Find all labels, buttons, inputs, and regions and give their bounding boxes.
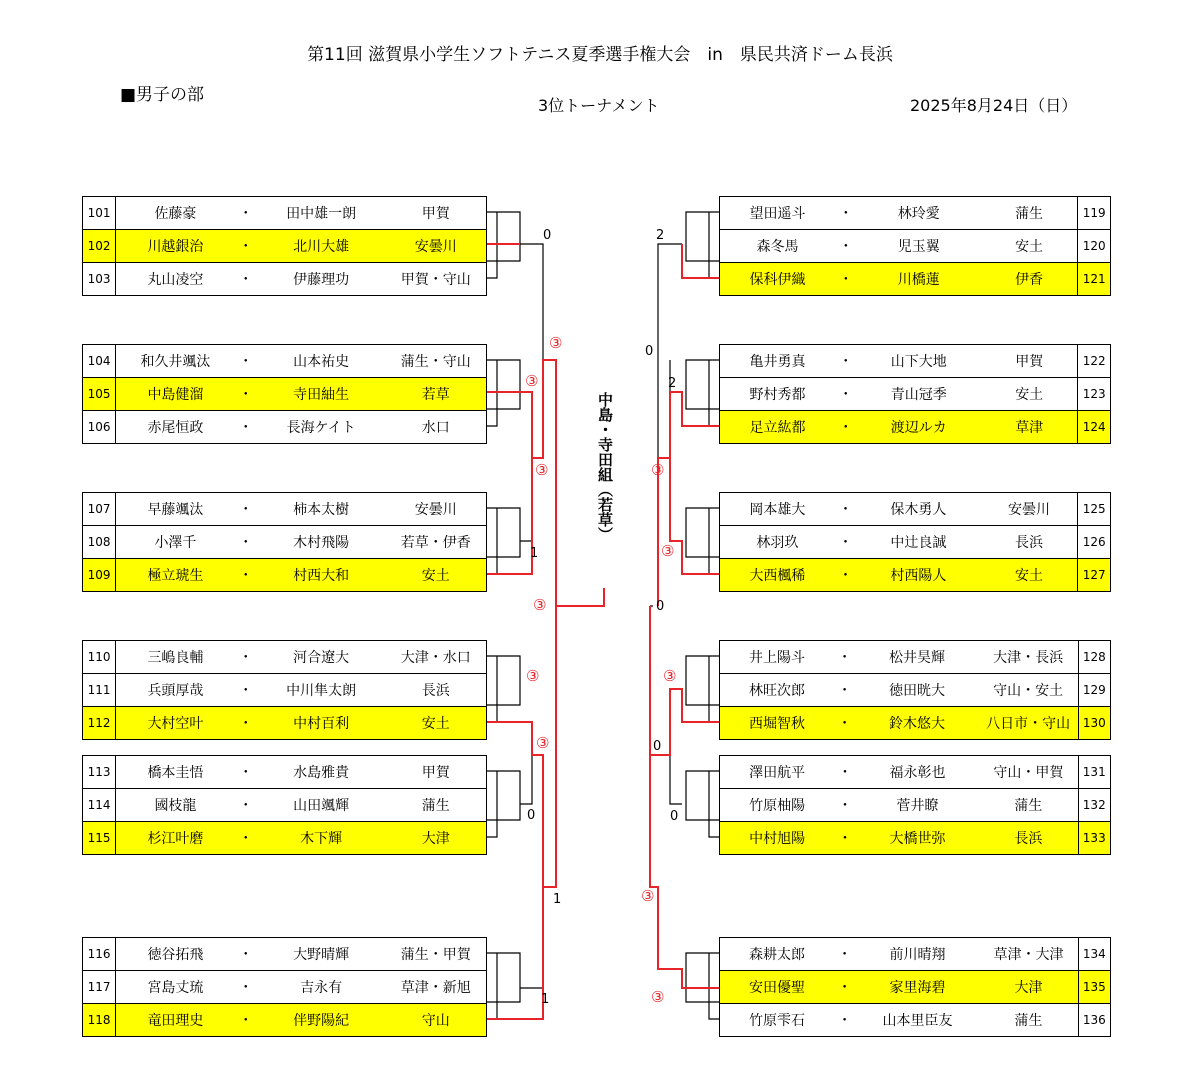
score-label: 1 <box>541 992 550 1007</box>
team-number: 117 <box>83 971 116 1004</box>
player-one: 極立琥生 <box>116 559 235 592</box>
team-club: 安曇川 <box>981 493 1078 526</box>
team-club: 守山 <box>385 1004 486 1037</box>
player-two: 柿本太樹 <box>257 493 386 526</box>
team-number: 116 <box>83 938 116 971</box>
player-two: 家里海碧 <box>855 971 979 1004</box>
tournament-title: 第11回 滋賀県小学生ソフトテニス夏季選手権大会 in 県民共済ドーム長浜 <box>307 45 893 65</box>
team-club: 蒲生 <box>981 197 1078 230</box>
team-number: 123 <box>1078 378 1111 411</box>
player-two: 福永彰也 <box>856 756 980 789</box>
circle-3-mark: ③ <box>525 372 539 390</box>
team-number: 121 <box>1078 263 1111 296</box>
team-club: 大津 <box>385 822 486 855</box>
team-number: 118 <box>83 1004 116 1037</box>
team-number: 102 <box>83 230 116 263</box>
dot-separator: ・ <box>835 230 857 263</box>
dot-separator: ・ <box>235 411 257 444</box>
team-club: 守山・安土 <box>979 674 1078 707</box>
player-one: 林羽玖 <box>720 526 835 559</box>
score-label: 0 <box>527 808 536 823</box>
team-club: 甲賀 <box>385 197 486 230</box>
score-label: 0 <box>645 344 654 359</box>
team-number: 113 <box>83 756 116 789</box>
winner-label: 中島・寺田組（若草） <box>596 392 614 542</box>
score-label: 0 <box>543 228 552 243</box>
team-club: 若草・伊香 <box>385 526 486 559</box>
team-number: 109 <box>83 559 116 592</box>
player-one: 兵頭厚哉 <box>116 674 235 707</box>
team-club: 蒲生 <box>979 789 1078 822</box>
team-number: 107 <box>83 493 116 526</box>
team-club: 安土 <box>385 559 486 592</box>
player-one: 國枝龍 <box>116 789 235 822</box>
dot-separator: ・ <box>835 493 857 526</box>
player-one: 野村秀都 <box>720 378 835 411</box>
circle-3-mark: ③ <box>651 461 665 479</box>
player-one: 中島健溜 <box>116 378 235 411</box>
bracket-red-lines <box>487 244 719 1019</box>
dot-separator: ・ <box>835 263 857 296</box>
dot-separator: ・ <box>235 493 257 526</box>
circle-3-mark: ③ <box>663 667 677 685</box>
team-number: 125 <box>1078 493 1111 526</box>
circle-3-mark: ③ <box>641 887 655 905</box>
team-club: 甲賀・守山 <box>385 263 486 296</box>
team-number: 106 <box>83 411 116 444</box>
dot-separator: ・ <box>235 756 257 789</box>
dot-separator: ・ <box>235 559 257 592</box>
team-number: 108 <box>83 526 116 559</box>
team-number: 112 <box>83 707 116 740</box>
score-label: 0 <box>653 739 662 754</box>
player-two: 中村百利 <box>257 707 386 740</box>
team-club: 若草 <box>385 378 486 411</box>
player-one: 西堀智秋 <box>720 707 834 740</box>
dot-separator: ・ <box>834 971 855 1004</box>
team-club: 甲賀 <box>981 345 1078 378</box>
player-two: 大野晴輝 <box>257 938 386 971</box>
player-one: 林旺次郎 <box>720 674 834 707</box>
player-two: 木村飛陽 <box>257 526 386 559</box>
player-one: 大西楓稀 <box>720 559 835 592</box>
dot-separator: ・ <box>235 707 257 740</box>
team-club: 草津・新旭 <box>385 971 486 1004</box>
player-two: 河合遼大 <box>257 641 386 674</box>
dot-separator: ・ <box>834 1004 855 1037</box>
player-one: 三嶋良輔 <box>116 641 235 674</box>
player-one: 中村旭陽 <box>720 822 835 855</box>
player-two: 菅井瞭 <box>856 789 980 822</box>
dot-separator: ・ <box>835 197 857 230</box>
dot-separator: ・ <box>835 345 857 378</box>
team-number: 103 <box>83 263 116 296</box>
circle-3-mark: ③ <box>535 461 549 479</box>
dot-separator: ・ <box>834 789 856 822</box>
dot-separator: ・ <box>235 1004 257 1037</box>
score-label: 0 <box>656 599 665 614</box>
team-number: 115 <box>83 822 116 855</box>
player-one: 橋本圭悟 <box>116 756 235 789</box>
team-number: 111 <box>83 674 116 707</box>
player-one: 杉江叶磨 <box>116 822 235 855</box>
team-number: 105 <box>83 378 116 411</box>
team-club: 大津 <box>980 971 1079 1004</box>
event-date: 2025年8月24日（日） <box>910 96 1078 115</box>
player-one: 岡本雄大 <box>720 493 835 526</box>
dot-separator: ・ <box>235 526 257 559</box>
team-club: 安土 <box>981 559 1078 592</box>
team-number: 127 <box>1078 559 1111 592</box>
player-two: 児玉翼 <box>857 230 981 263</box>
player-one: 和久井颯汰 <box>116 345 235 378</box>
circle-3-mark: ③ <box>549 334 563 352</box>
dot-separator: ・ <box>835 411 857 444</box>
team-number: 136 <box>1078 1004 1110 1037</box>
player-one: 徳谷拓飛 <box>116 938 235 971</box>
circle-3-mark: ③ <box>526 667 540 685</box>
player-two: 村西陽人 <box>856 559 980 592</box>
team-number: 126 <box>1078 526 1111 559</box>
dot-separator: ・ <box>235 230 257 263</box>
player-two: 渡辺ルカ <box>857 411 981 444</box>
player-one: 森冬馬 <box>720 230 836 263</box>
team-club: 安曇川 <box>385 493 486 526</box>
circle-3-mark: ③ <box>536 734 550 752</box>
team-number: 122 <box>1078 345 1111 378</box>
player-one: 竜田理史 <box>116 1004 235 1037</box>
team-club: 安土 <box>981 230 1078 263</box>
player-two: 大橋世弥 <box>856 822 980 855</box>
team-club: 蒲生・甲賀 <box>385 938 486 971</box>
player-one: 赤尾恒政 <box>116 411 235 444</box>
player-two: 木下輝 <box>257 822 386 855</box>
dot-separator: ・ <box>235 345 257 378</box>
player-two: 林玲愛 <box>857 197 981 230</box>
player-two: 山本祐史 <box>257 345 386 378</box>
dot-separator: ・ <box>235 789 257 822</box>
team-club: 安土 <box>385 707 486 740</box>
dot-separator: ・ <box>235 263 257 296</box>
dot-separator: ・ <box>835 378 857 411</box>
player-two: 川橋蓮 <box>857 263 981 296</box>
player-two: 徳田晄大 <box>855 674 978 707</box>
player-two: 青山冠季 <box>857 378 981 411</box>
player-two: 伴野陽紀 <box>257 1004 386 1037</box>
team-number: 130 <box>1078 707 1110 740</box>
player-two: 北川大雄 <box>257 230 386 263</box>
player-two: 伊藤理功 <box>257 263 386 296</box>
player-two: 中辻良誠 <box>856 526 980 559</box>
player-two: 松井昊輝 <box>855 641 978 674</box>
score-label: 2 <box>656 228 665 243</box>
circle-3-mark: ③ <box>533 596 547 614</box>
score-label: 1 <box>553 892 562 907</box>
dot-separator: ・ <box>835 559 857 592</box>
dot-separator: ・ <box>834 674 855 707</box>
bracket-black-lines <box>487 212 719 1019</box>
dot-separator: ・ <box>835 526 857 559</box>
dot-separator: ・ <box>834 822 856 855</box>
player-two: 山下大地 <box>857 345 981 378</box>
dot-separator: ・ <box>235 674 257 707</box>
player-one: 安田優聖 <box>720 971 834 1004</box>
player-one: 佐藤豪 <box>116 197 235 230</box>
score-label: 2 <box>668 376 677 391</box>
player-one: 早藤颯汰 <box>116 493 235 526</box>
team-club: 伊香 <box>981 263 1078 296</box>
player-two: 寺田紬生 <box>257 378 386 411</box>
score-label: 0 <box>670 809 679 824</box>
dot-separator: ・ <box>235 378 257 411</box>
team-club: 大津・水口 <box>385 641 486 674</box>
dot-separator: ・ <box>834 707 855 740</box>
team-number: 110 <box>83 641 116 674</box>
team-club: 安曇川 <box>385 230 486 263</box>
player-one: 森耕太郎 <box>720 938 834 971</box>
player-two: 山本里臣友 <box>855 1004 979 1037</box>
player-one: 小澤千 <box>116 526 235 559</box>
team-club: 大津・長浜 <box>979 641 1078 674</box>
team-club: 草津・大津 <box>980 938 1079 971</box>
player-two: 長海ケイト <box>257 411 386 444</box>
player-one: 宮島丈琉 <box>116 971 235 1004</box>
team-club: 蒲生 <box>385 789 486 822</box>
player-one: 望田遥斗 <box>720 197 836 230</box>
score-label: 1 <box>530 546 539 561</box>
player-one: 澤田航平 <box>720 756 835 789</box>
player-two: 水島雅貴 <box>257 756 386 789</box>
team-club: 蒲生・守山 <box>385 345 486 378</box>
player-one: 大村空叶 <box>116 707 235 740</box>
dot-separator: ・ <box>235 197 257 230</box>
team-club: 長浜 <box>385 674 486 707</box>
player-one: 保科伊織 <box>720 263 836 296</box>
team-club: 蒲生 <box>980 1004 1079 1037</box>
dot-separator: ・ <box>834 756 856 789</box>
dot-separator: ・ <box>235 822 257 855</box>
player-two: 鈴木悠大 <box>855 707 978 740</box>
team-club: 甲賀 <box>385 756 486 789</box>
dot-separator: ・ <box>235 938 257 971</box>
team-number: 131 <box>1078 756 1110 789</box>
player-one: 足立紘都 <box>720 411 835 444</box>
team-number: 135 <box>1078 971 1110 1004</box>
team-number: 132 <box>1078 789 1110 822</box>
player-two: 前川晴翔 <box>855 938 979 971</box>
division-label: ■男子の部 <box>120 85 205 105</box>
team-club: 長浜 <box>981 526 1078 559</box>
team-club: 水口 <box>385 411 486 444</box>
team-club: 安土 <box>981 378 1078 411</box>
team-number: 101 <box>83 197 116 230</box>
team-number: 104 <box>83 345 116 378</box>
player-two: 吉永有 <box>257 971 386 1004</box>
team-number: 128 <box>1078 641 1110 674</box>
player-two: 山田颯輝 <box>257 789 386 822</box>
team-club: 八日市・守山 <box>979 707 1078 740</box>
team-club: 守山・甲賀 <box>979 756 1078 789</box>
dot-separator: ・ <box>235 971 257 1004</box>
team-number: 129 <box>1078 674 1110 707</box>
player-one: 井上陽斗 <box>720 641 834 674</box>
bracket-subtitle: 3位トーナメント <box>538 96 660 115</box>
player-two: 村西大和 <box>257 559 386 592</box>
team-number: 114 <box>83 789 116 822</box>
player-one: 亀井勇真 <box>720 345 835 378</box>
dot-separator: ・ <box>235 641 257 674</box>
player-two: 保木勇人 <box>856 493 980 526</box>
circle-3-mark: ③ <box>651 988 665 1006</box>
team-number: 133 <box>1078 822 1110 855</box>
team-club: 長浜 <box>979 822 1078 855</box>
dot-separator: ・ <box>834 938 855 971</box>
player-one: 竹原柚陽 <box>720 789 835 822</box>
team-number: 124 <box>1078 411 1111 444</box>
dot-separator: ・ <box>834 641 855 674</box>
team-number: 119 <box>1078 197 1111 230</box>
player-one: 竹原雫石 <box>720 1004 834 1037</box>
team-number: 134 <box>1078 938 1110 971</box>
player-two: 中川隼太朗 <box>257 674 386 707</box>
team-number: 120 <box>1078 230 1111 263</box>
player-one: 丸山凌空 <box>116 263 235 296</box>
team-club: 草津 <box>981 411 1078 444</box>
player-two: 田中雄一朗 <box>257 197 386 230</box>
player-one: 川越銀治 <box>116 230 235 263</box>
circle-3-mark: ③ <box>661 542 675 560</box>
